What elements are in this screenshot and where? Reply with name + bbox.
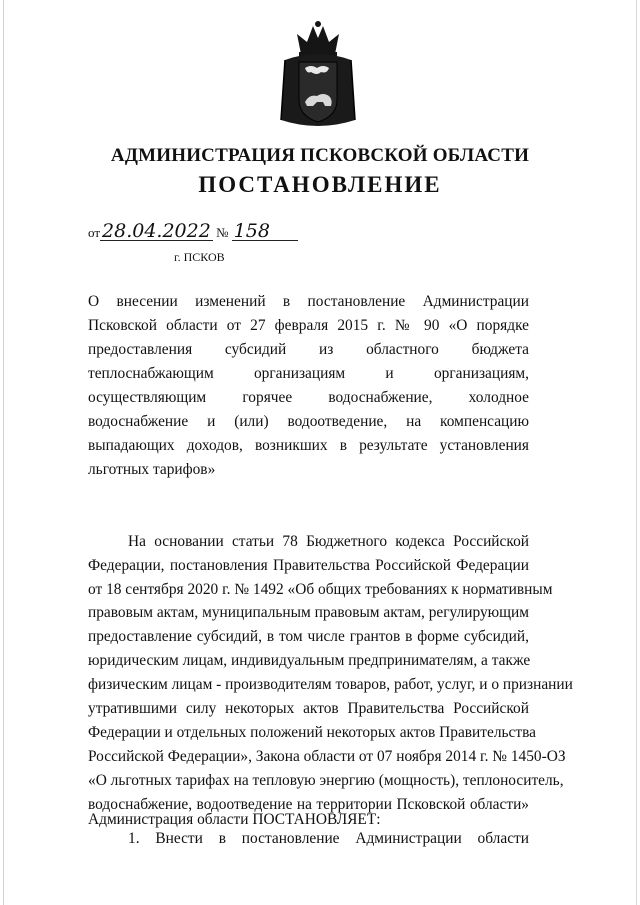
item-1-line: 1. Внести в постановление Администрации области	[128, 830, 529, 847]
city-label: г. ПСКОВ	[174, 250, 225, 264]
body-line: На основании статьи 78 Бюджетного кодекса Российской	[128, 533, 529, 550]
body-line: предоставление субсидий, в том числе грантов в форме субсидий,	[88, 628, 529, 645]
number-prefix: №	[216, 225, 229, 240]
title-line: теплоснабжающим организациям и организациям,	[88, 365, 529, 382]
organization-title: АДМИНИСТРАЦИЯ ПСКОВСКОЙ ОБЛАСТИ	[110, 145, 530, 166]
date-number-line	[88, 222, 298, 241]
pskov-coat-of-arms-icon	[277, 20, 359, 132]
body-line: Федерации, постановления Правительства Российской Федерации	[88, 557, 529, 574]
body-line: Администрация области ПОСТАНОВЛЯЕТ:	[88, 811, 381, 828]
body-line: Российской Федерации», Закона области от 07 ноября 2014 г. № 1450-ОЗ	[88, 748, 566, 765]
date-prefix: от	[88, 225, 101, 240]
page-edge-right	[636, 0, 637, 905]
body-line: от 18 сентября 2020 г. № 1492 «Об общих требованиях к нормативным	[88, 581, 553, 598]
body-line: юридическим лицам, индивидуальным предпринимателям, а также	[88, 652, 531, 669]
body-line: Федерации и отдельных положений некоторых актов Правительства	[88, 724, 536, 741]
page-edge-left	[3, 0, 4, 905]
handwritten-date: 28.04.2022	[102, 220, 211, 242]
title-line: предоставления субсидий из областного бюджета	[88, 341, 529, 358]
title-line: выпадающих доходов, возникших в результате установления	[88, 437, 529, 454]
handwritten-number: 158	[232, 222, 298, 241]
body-line: утратившими силу некоторых актов Правительства Российской	[88, 700, 529, 717]
title-line: О внесении изменений в постановление Администрации	[88, 293, 529, 310]
body-line: физическим лицам - производителям товаров, работ, услуг, и о признании	[88, 676, 573, 693]
body-line: «О льготных тарифах на тепловую энергию (мощность), теплоноситель,	[88, 772, 564, 789]
body-line: водоснабжение, водоотведение на территории Псковской области»	[88, 796, 529, 813]
title-line: льготных тарифов»	[88, 461, 216, 478]
body-line: правовым актам, муниципальным правовым актам, регулирующим	[88, 604, 529, 621]
title-line: осуществляющим горячее водоснабжение, холодное	[88, 389, 529, 406]
title-line: водоснабжение и (или) водоотведение, на компенсацию	[88, 413, 529, 430]
title-line: Псковской области от 27 февраля 2015 г. № 90 «О порядке	[88, 317, 529, 334]
document-type-heading: ПОСТАНОВЛЕНИЕ	[198, 172, 442, 197]
